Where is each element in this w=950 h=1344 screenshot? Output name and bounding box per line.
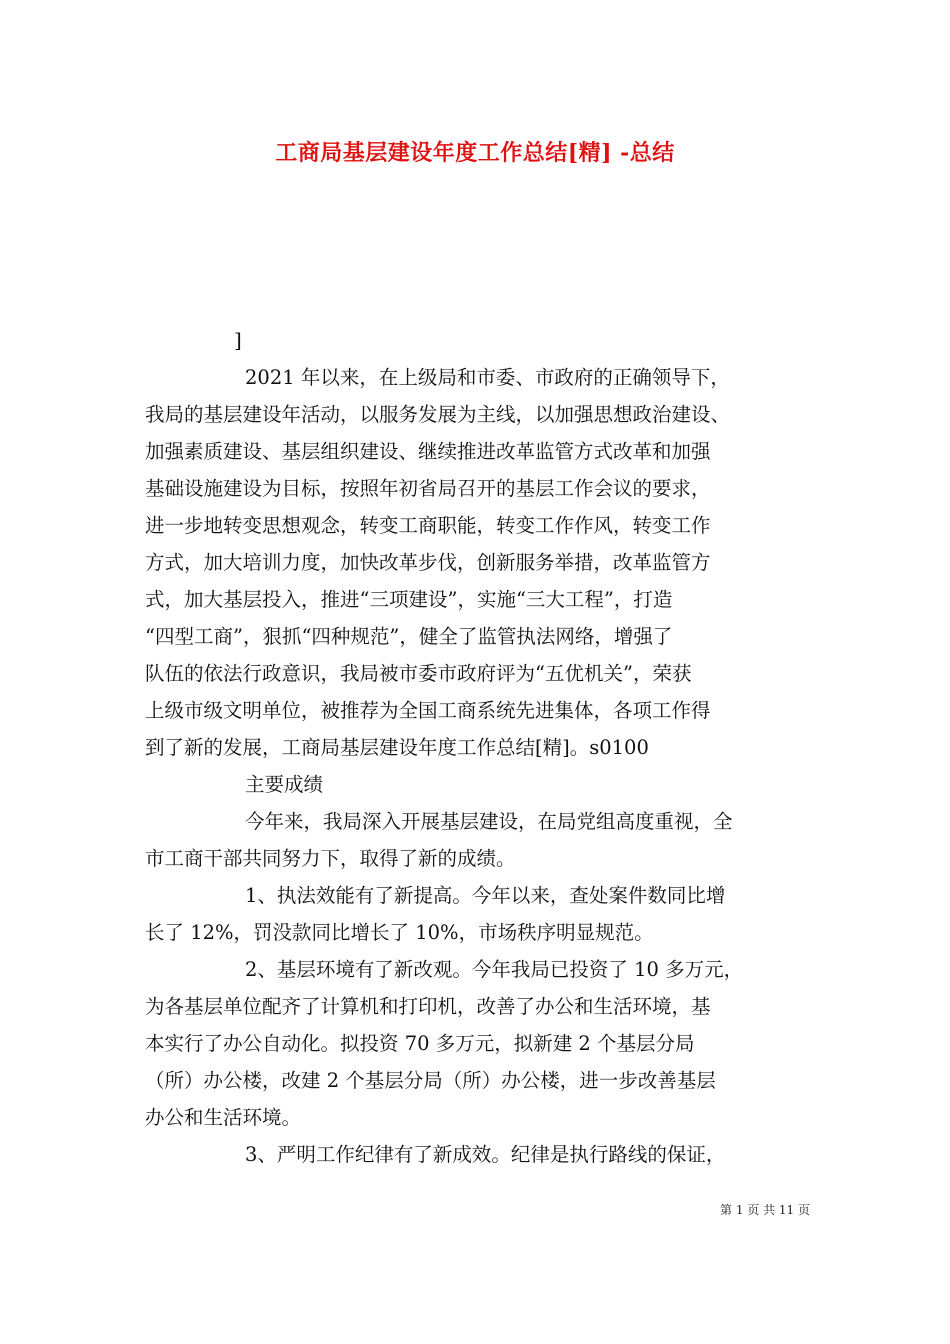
text-line: （所）办公楼，改建 2 个基层分局（所）办公楼，进一步改善基层 (145, 1069, 716, 1092)
text-line: 市工商干部共同努力下，取得了新的成绩。 (145, 847, 516, 870)
bracket-mark: ] (234, 328, 242, 352)
text-line: 今年来，我局深入开展基层建设，在局党组高度重视，全 (245, 810, 733, 833)
text-line: 为各基层单位配齐了计算机和打印机，改善了办公和生活环境，基 (145, 995, 711, 1018)
text-line: 本实行了办公自动化。拟投资 70 多万元，拟新建 2 个基层分局 (145, 1032, 695, 1055)
page-footer: 第 1 页 共 11 页 (720, 1203, 810, 1217)
text-line: 进一步地转变思想观念，转变工商职能，转变工作作风，转变工作 (145, 514, 711, 537)
text-line: 办公和生活环境。 (145, 1106, 302, 1129)
text-line: 2、基层环境有了新改观。今年我局已投资了 10 多万元， (245, 958, 744, 981)
text-line: 3、严明工作纪律有了新成效。纪律是执行路线的保证， (245, 1143, 726, 1166)
text-line: 长了 12%，罚没款同比增长了 10%，市场秩序明显规范。 (145, 921, 654, 944)
text-line: 方式，加大培训力度，加快改革步伐，创新服务举措，改革监管方 (145, 551, 711, 574)
document-title: 工商局基层建设年度工作总结[精] -总结 (275, 140, 675, 166)
text-line: 2021 年以来，在上级局和市委、市政府的正确领导下， (245, 366, 730, 389)
text-line: 上级市级文明单位，被推荐为全国工商系统先进集体，各项工作得 (145, 699, 711, 722)
text-line: 队伍的依法行政意识，我局被市委市政府评为“五优机关”，荣获 (145, 662, 692, 685)
text-line: 我局的基层建设年活动，以服务发展为主线，以加强思想政治建设、 (145, 403, 731, 426)
text-line: 1、执法效能有了新提高。今年以来，查处案件数同比增 (245, 884, 726, 907)
text-line: 式，加大基层投入，推进“三项建设”，实施“三大工程”，打造 (145, 588, 673, 611)
text-line: 加强素质建设、基层组织建设、继续推进改革监管方式改革和加强 (145, 440, 711, 463)
text-line: 到了新的发展，工商局基层建设年度工作总结[精]。s0100 (145, 736, 649, 759)
text-line: 主要成绩 (245, 773, 324, 796)
text-line: “四型工商”，狠抓“四种规范”，健全了监管执法网络，增强了 (145, 625, 673, 648)
document-body (145, 359, 810, 1173)
text-line: 基础设施建设为目标，按照年初省局召开的基层工作会议的要求， (145, 477, 711, 500)
